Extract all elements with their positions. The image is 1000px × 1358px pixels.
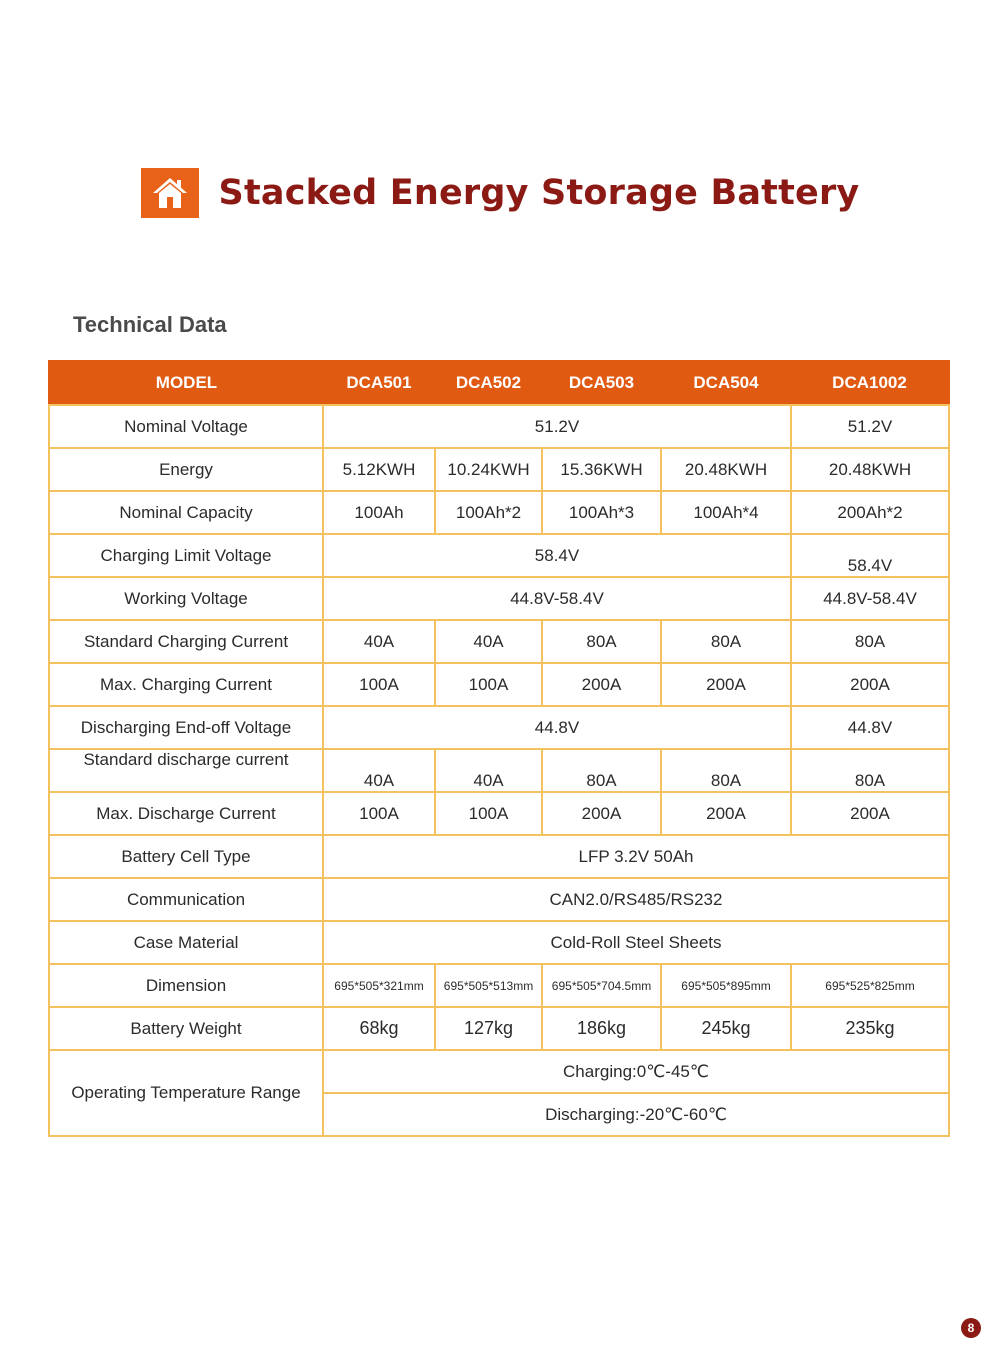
row-label: Case Material	[49, 921, 323, 964]
page-header	[0, 168, 1000, 218]
table-cell: 80A	[542, 749, 661, 792]
row-label: Battery Weight	[49, 1007, 323, 1050]
table-cell: 44.8V	[323, 706, 791, 749]
model-header-cell: DCA503	[542, 361, 661, 405]
table-cell: Cold-Roll Steel Sheets	[323, 921, 949, 964]
table-cell: 100Ah*3	[542, 491, 661, 534]
table-cell: 100A	[435, 663, 542, 706]
table-row	[49, 792, 949, 835]
table-row	[49, 491, 949, 534]
table-cell: 695*505*704.5mm	[542, 964, 661, 1007]
row-label: Operating Temperature Range	[49, 1050, 323, 1136]
table-row	[49, 921, 949, 964]
table-cell: 695*505*321mm	[323, 964, 435, 1007]
table-cell: 100Ah*2	[435, 491, 542, 534]
table-cell: 200A	[542, 792, 661, 835]
table-row	[49, 878, 949, 921]
table-cell: 695*525*825mm	[791, 964, 949, 1007]
table-row	[49, 1007, 949, 1050]
table-cell: 127kg	[435, 1007, 542, 1050]
table-cell: 44.8V-58.4V	[323, 577, 791, 620]
row-label: Max. Discharge Current	[49, 792, 323, 835]
model-header: MODEL	[49, 361, 323, 405]
table-row	[49, 1050, 949, 1093]
row-label: Standard discharge current	[49, 749, 323, 792]
row-label: Discharging End-off Voltage	[49, 706, 323, 749]
table-row	[49, 448, 949, 491]
table-cell: 44.8V-58.4V	[791, 577, 949, 620]
table-cell: 100Ah	[323, 491, 435, 534]
home-icon	[141, 168, 199, 218]
table-cell: 5.12KWH	[323, 448, 435, 491]
table-cell: Discharging:-20℃-60℃	[323, 1093, 949, 1136]
technical-data-table	[48, 360, 950, 1137]
row-label: Max. Charging Current	[49, 663, 323, 706]
table-cell: 100A	[323, 663, 435, 706]
table-cell: 100A	[435, 792, 542, 835]
table-cell: 20.48KWH	[661, 448, 791, 491]
model-header-cell: DCA1002	[791, 361, 949, 405]
table-cell: 200A	[791, 663, 949, 706]
table-cell: 40A	[435, 620, 542, 663]
table-row	[49, 749, 949, 792]
table-cell: 68kg	[323, 1007, 435, 1050]
table-cell: 100Ah*4	[661, 491, 791, 534]
table-cell: 80A	[661, 749, 791, 792]
table-row	[49, 577, 949, 620]
row-label: Communication	[49, 878, 323, 921]
table-cell: 100A	[323, 792, 435, 835]
model-header-cell: DCA502	[435, 361, 542, 405]
table-cell: 51.2V	[323, 405, 791, 448]
table-cell: 200Ah*2	[791, 491, 949, 534]
table-cell: LFP 3.2V 50Ah	[323, 835, 949, 878]
table-row	[49, 405, 949, 448]
page-number: 8	[961, 1318, 981, 1338]
table-cell: 80A	[791, 749, 949, 792]
table-row	[49, 964, 949, 1007]
row-label: Charging Limit Voltage	[49, 534, 323, 577]
table-cell: 80A	[661, 620, 791, 663]
row-label: Working Voltage	[49, 577, 323, 620]
page-title: Stacked Energy Storage Battery	[218, 173, 860, 213]
table-cell: 245kg	[661, 1007, 791, 1050]
table-cell: 200A	[791, 792, 949, 835]
table-cell: 10.24KWH	[435, 448, 542, 491]
table-cell: 200A	[661, 792, 791, 835]
table-row	[49, 620, 949, 663]
table-cell: 235kg	[791, 1007, 949, 1050]
table-cell: 80A	[791, 620, 949, 663]
table-header-row	[49, 361, 949, 405]
table-row	[49, 534, 949, 577]
table-cell: 40A	[323, 749, 435, 792]
table-cell: Charging:0℃-45℃	[323, 1050, 949, 1093]
model-header-cell: DCA501	[323, 361, 435, 405]
row-label: Standard Charging Current	[49, 620, 323, 663]
row-label: Battery Cell Type	[49, 835, 323, 878]
table-row	[49, 663, 949, 706]
table-cell: 51.2V	[791, 405, 949, 448]
table-cell: 58.4V	[323, 534, 791, 577]
table-cell: 695*505*895mm	[661, 964, 791, 1007]
table-cell: 58.4V	[791, 534, 949, 577]
section-heading: Technical Data	[73, 312, 227, 337]
model-header-cell: DCA504	[661, 361, 791, 405]
row-label: Energy	[49, 448, 323, 491]
table-cell: 40A	[323, 620, 435, 663]
table-row	[49, 835, 949, 878]
table-cell: 80A	[542, 620, 661, 663]
table-cell: 15.36KWH	[542, 448, 661, 491]
row-label: Dimension	[49, 964, 323, 1007]
table-cell: 44.8V	[791, 706, 949, 749]
table-cell: 695*505*513mm	[435, 964, 542, 1007]
table-cell: 40A	[435, 749, 542, 792]
table-cell: 186kg	[542, 1007, 661, 1050]
row-label: Nominal Capacity	[49, 491, 323, 534]
table-row	[49, 706, 949, 749]
table-cell: 20.48KWH	[791, 448, 949, 491]
table-cell: 200A	[661, 663, 791, 706]
row-label: Nominal Voltage	[49, 405, 323, 448]
table-cell: CAN2.0/RS485/RS232	[323, 878, 949, 921]
table-cell: 200A	[542, 663, 661, 706]
